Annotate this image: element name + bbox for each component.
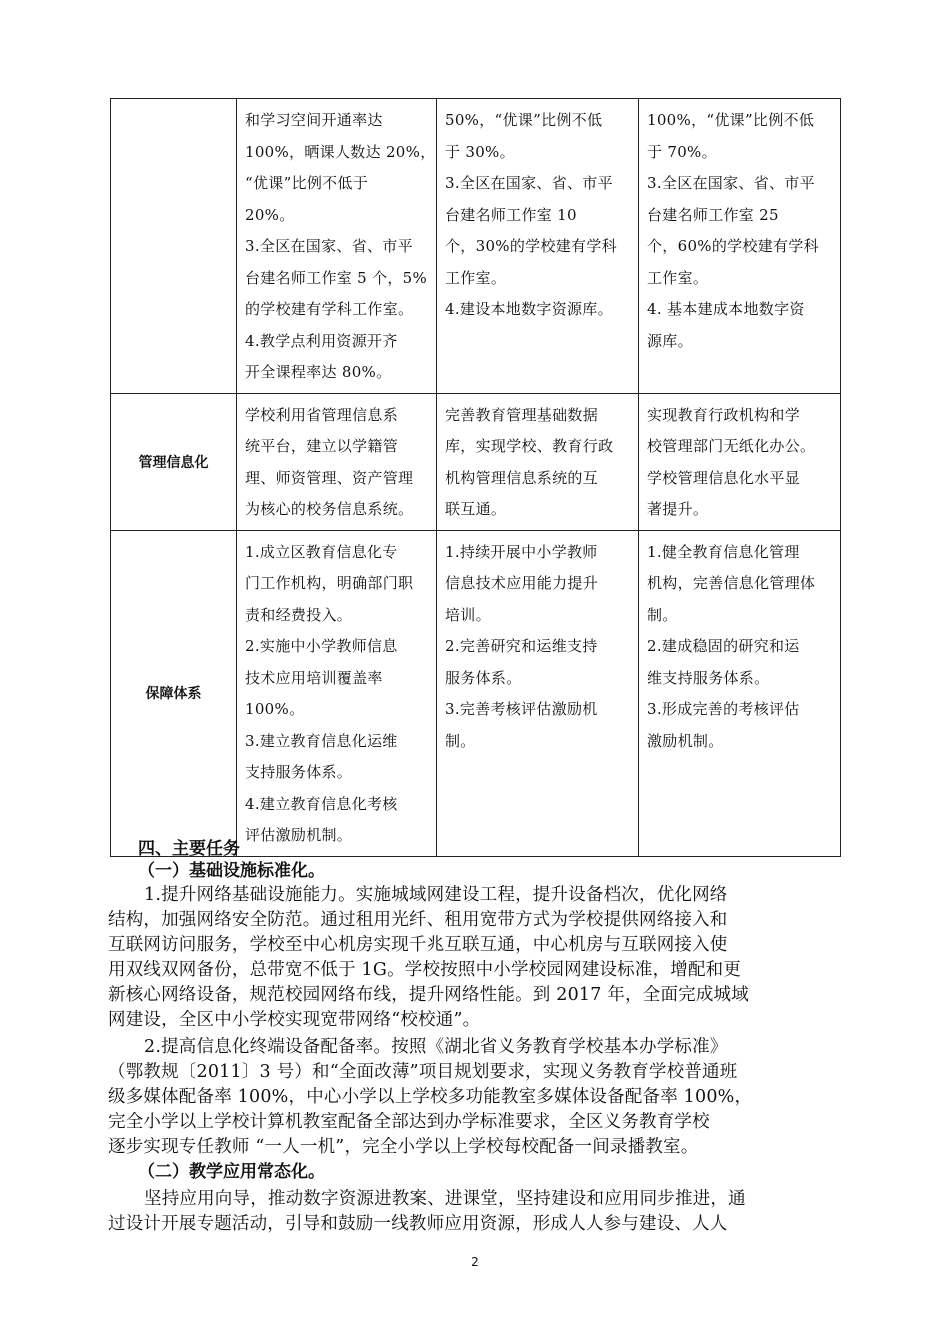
cell-line: 完善教育管理基础数据 — [445, 405, 599, 424]
paragraph-line: 网建设，全区中小学校实现宽带网络“校校通”。 — [108, 1010, 481, 1030]
cell-line: 100%，“优课”比例不低 — [647, 111, 815, 129]
paragraph-line: 过设计开展专题活动，引导和鼓励一线教师应用资源，形成人人参与建设、人人 — [108, 1214, 728, 1234]
plan-table — [110, 98, 841, 857]
cell-line: 4.建设本地数字资源库。 — [445, 300, 613, 318]
cell-line: 于 70%。 — [647, 142, 717, 161]
section-heading: 四、主要任务 — [138, 839, 240, 859]
cell-line: 著提升。 — [647, 500, 709, 518]
category-cell: 保障体系 — [111, 530, 237, 856]
cell-line: “优课”比例不低于 — [245, 174, 369, 192]
cell-line: 工作室。 — [647, 268, 709, 287]
table-row — [111, 393, 841, 530]
cell-line: 100%。 — [245, 700, 305, 718]
cell-line: 学校管理信息化水平显 — [647, 468, 801, 487]
paragraph-line: （鄂教规〔2011〕3 号）和“全面改薄”项目规划要求，实现义务教育学校普通班 — [108, 1062, 738, 1082]
cell-line: 20%。 — [245, 205, 295, 224]
cell-line: 制。 — [445, 731, 476, 750]
cell-line: 联互通。 — [445, 500, 507, 518]
paragraph-line: 1.提升网络基础设施能力。实施城域网建设工程，提升设备档次，优化网络 — [144, 885, 728, 905]
cell-line: 3.完善考核评估激励机 — [445, 700, 598, 718]
cell-line: 个，30%的学校建有学科 — [445, 237, 617, 255]
cell-line: 台建名师工作室 25 — [647, 205, 779, 224]
cell-line: 1.健全教育信息化管理 — [647, 542, 800, 561]
table-cell — [639, 530, 841, 856]
table-row — [111, 99, 841, 394]
cell-line: 库，实现学校、教育行政 — [445, 437, 614, 455]
cell-line: 个，60%的学校建有学科 — [647, 237, 819, 255]
cell-line: 统平台，建立以学籍管 — [245, 437, 399, 455]
cell-line: 工作室。 — [445, 268, 507, 287]
cell-line: 机构管理信息系统的互 — [445, 468, 599, 487]
subsection-heading: （一）基础设施标准化。 — [138, 861, 325, 881]
paragraph-line: 坚持应用向导，推动数字资源进教案、进课堂，坚持建设和应用同步推进，通 — [144, 1189, 746, 1209]
cell-line: 台建名师工作室 10 — [445, 205, 577, 224]
table-cell — [437, 393, 639, 530]
section-body — [108, 838, 858, 1237]
cell-line: 源库。 — [647, 331, 693, 350]
page-number: 2 — [471, 1255, 479, 1269]
cell-line: 4.教学点利用资源开齐 — [245, 331, 398, 350]
cell-line: 校管理部门无纸化办公。 — [647, 437, 816, 455]
cell-line: 和学习空间开通率达 — [245, 111, 383, 129]
paragraph — [108, 1035, 858, 1160]
cell-line: 3.形成完善的考核评估 — [647, 700, 800, 718]
cell-line: 培训。 — [445, 605, 491, 624]
cell-line: 4.建立教育信息化考核 — [245, 794, 398, 813]
cell-line: 激励机制。 — [647, 731, 724, 750]
cell-line: 责和经费投入。 — [245, 605, 353, 624]
table-cell — [437, 99, 639, 394]
cell-line: 信息技术应用能力提升 — [445, 574, 599, 592]
cell-line: 门工作机构，明确部门职 — [245, 574, 414, 592]
paragraph — [108, 1187, 858, 1237]
cell-line: 3.建立教育信息化运维 — [245, 731, 398, 750]
cell-line: 服务体系。 — [445, 668, 522, 687]
cell-line: 2.建成稳固的研究和运 — [647, 637, 800, 655]
cell-line: 50%，“优课”比例不低 — [445, 111, 603, 129]
cell-line: 台建名师工作室 5 个，5% — [245, 268, 428, 287]
table-row — [111, 530, 841, 856]
table-cell — [237, 99, 437, 394]
paragraph-line: 完全小学以上学校计算机教室配备全部达到办学标准要求，全区义务教育学校 — [108, 1112, 710, 1132]
cell-line: 3.全区在国家、省、市平 — [445, 174, 613, 192]
cell-line: 支持服务体系。 — [245, 763, 353, 781]
cell-line: 100%，晒课人数达 20%， — [245, 142, 436, 161]
cell-line: 于 30%。 — [445, 142, 515, 161]
table-cell — [437, 530, 639, 856]
cell-line: 机构，完善信息化管理体 — [647, 574, 816, 592]
paragraph — [108, 883, 858, 1033]
cell-line: 开全课程率达 80%。 — [245, 363, 392, 381]
paragraph-line: 级多媒体配备率 100%，中心小学以上学校多功能教室多媒体设备配备率 100%， — [108, 1087, 753, 1107]
cell-line: 实现教育行政机构和学 — [647, 405, 801, 424]
paragraph-line: 用双线双网备份，总带宽不低于 1G。学校按照中小学校园网建设标准，增配和更 — [108, 960, 742, 980]
cell-line: 1.成立区教育信息化专 — [245, 542, 398, 561]
cell-line: 1.持续开展中小学教师 — [445, 542, 598, 561]
cell-line: 2.实施中小学教师信息 — [245, 637, 398, 655]
table-cell — [237, 530, 437, 856]
cell-line: 3.全区在国家、省、市平 — [245, 237, 413, 255]
cell-line: 学校利用省管理信息系 — [245, 405, 399, 424]
table-cell — [639, 393, 841, 530]
cell-line: 2.完善研究和运维支持 — [445, 637, 598, 655]
paragraph-line: 新核心网络设备，规范校园网络布线，提升网络性能。到 2017 年，全面完成城域 — [108, 985, 749, 1005]
cell-line: 评估激励机制。 — [245, 826, 353, 844]
table-cell — [237, 393, 437, 530]
paragraph-line: 逐步实现专任教师 “一人一机”，完全小学以上学校每校配备一间录播教室。 — [108, 1137, 699, 1157]
cell-line: 维支持服务体系。 — [647, 668, 770, 687]
subsection-heading: （二）教学应用常态化。 — [138, 1162, 325, 1182]
paragraph-line: 2.提高信息化终端设备配备率。按照《湖北省义务教育学校基本办学标准》 — [144, 1037, 728, 1057]
cell-line: 4. 基本建成本地数字资 — [647, 300, 805, 318]
paragraph-line: 互联网访问服务，学校至中心机房实现千兆互联互通，中心机房与互联网接入使 — [108, 935, 728, 955]
cell-line: 制。 — [647, 605, 678, 624]
cell-line: 技术应用培训覆盖率 — [245, 668, 383, 687]
cell-line: 为核心的校务信息系统。 — [245, 500, 414, 518]
cell-line: 的学校建有学科工作室。 — [245, 300, 414, 318]
cell-line: 3.全区在国家、省、市平 — [647, 174, 815, 192]
table-cell — [639, 99, 841, 394]
category-cell: 管理信息化 — [111, 393, 237, 530]
category-cell — [111, 99, 237, 394]
cell-line: 理、师资管理、资产管理 — [245, 468, 414, 487]
paragraph-line: 结构，加强网络安全防范。通过租用光纤、租用宽带方式为学校提供网络接入和 — [108, 910, 728, 930]
